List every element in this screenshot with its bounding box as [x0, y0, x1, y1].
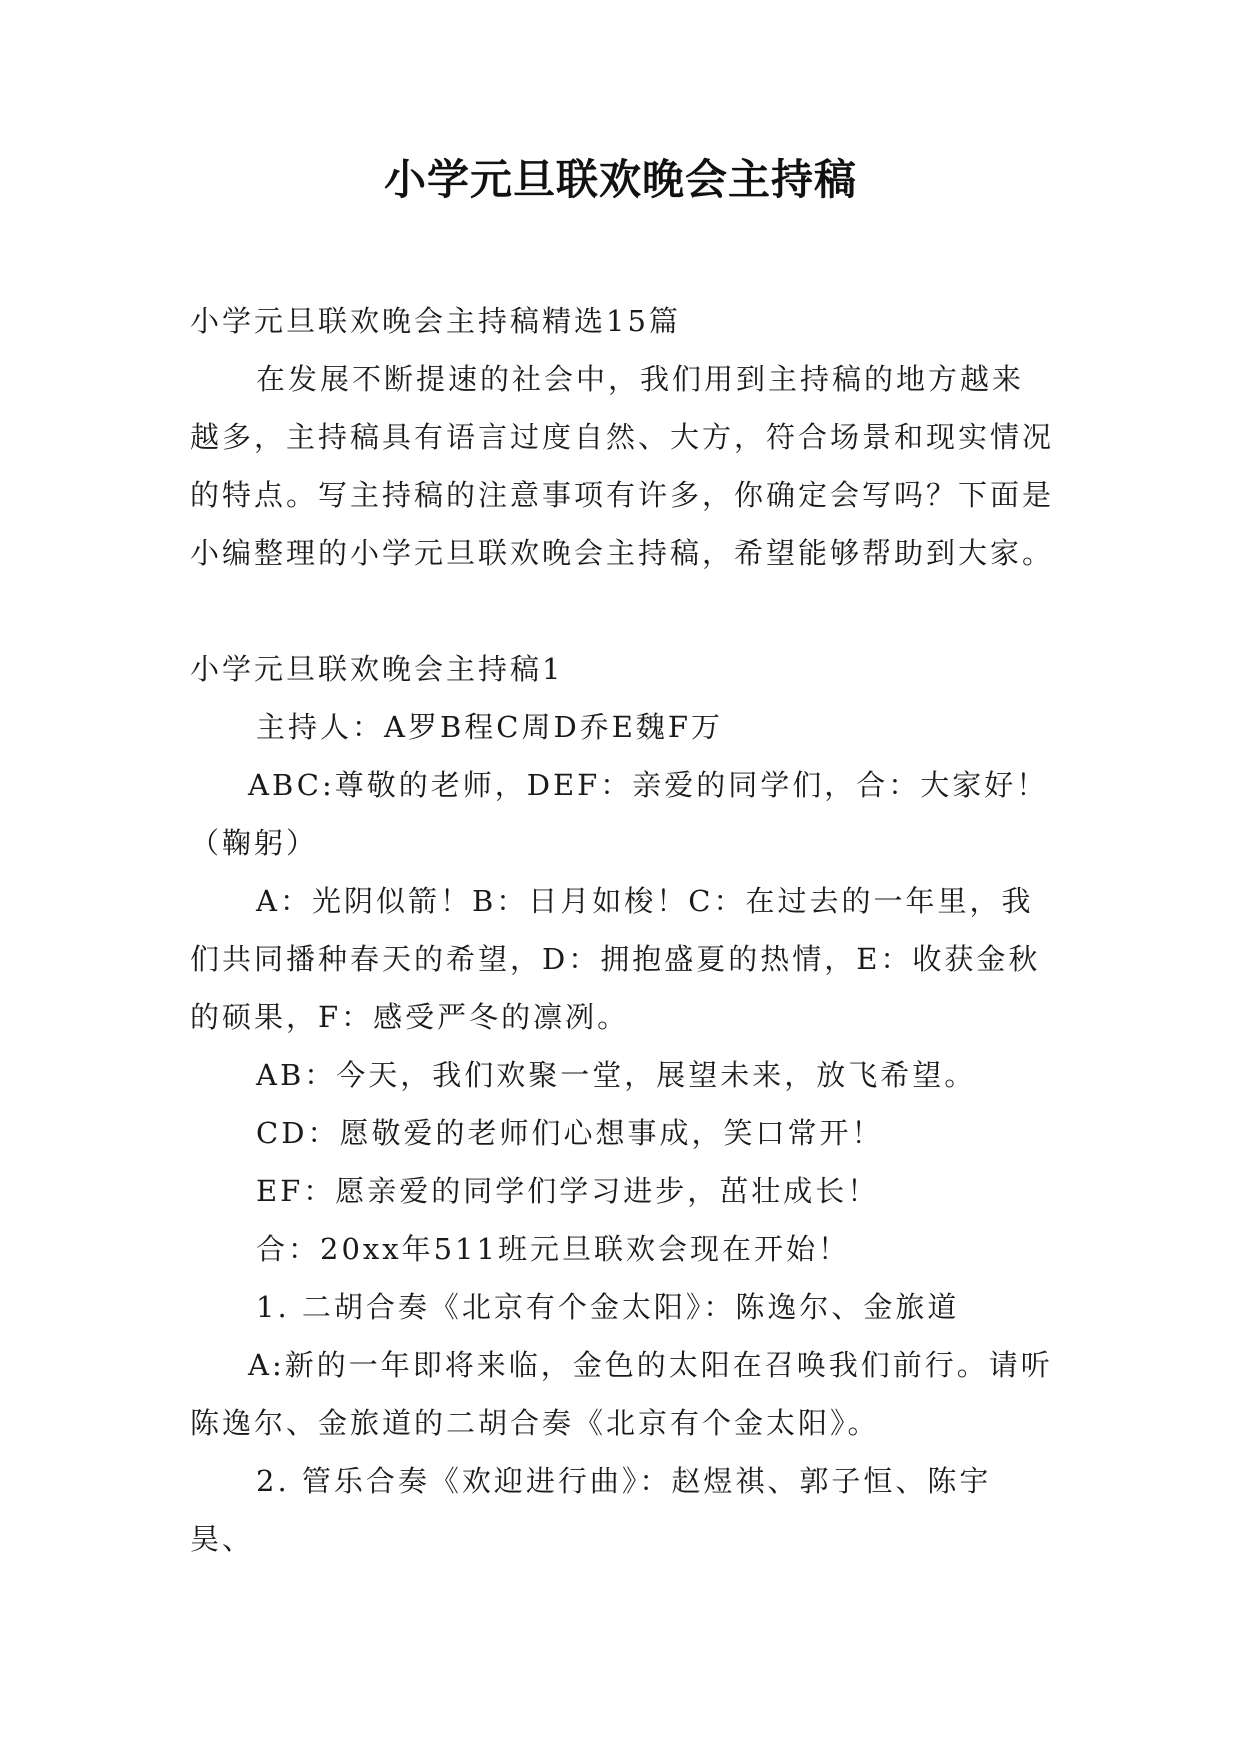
section-spacer [190, 582, 1055, 640]
section-heading: 小学元旦联欢晚会主持稿1 [190, 652, 564, 686]
document-title: 小学元旦联欢晚会主持稿 [383, 155, 857, 204]
paragraph: 合：20xx年511班元旦联欢会现在开始！ [256, 1232, 850, 1266]
paragraph: EF：愿亲爱的同学们学习进步，茁壮成长！ [256, 1174, 880, 1208]
paragraph: AB：今天，我们欢聚一堂，展望未来，放飞希望。 [256, 1058, 977, 1092]
intro-paragraph: 在发展不断提速的社会中，我们用到主持稿的地方越来越多，主持稿具有语言过度自然、大方，符合场景和现实情况的特点。写主持稿的注意事项有许多，你确定会写吗？下面是小编整理的小学元旦联欢晚会主持稿，希望能够帮助到大家。 [190, 362, 1055, 570]
paragraph: 主持人：A罗B程C周D乔E魏F万 [256, 710, 723, 744]
list-item: 2. 管乐合奏《欢迎进行曲》：赵煜祺、郭子恒、陈宇昊、 [190, 1464, 992, 1556]
paragraph: ABC:尊敬的老师，DEF：亲爱的同学们，合：大家好！（鞠躬） [190, 768, 1049, 860]
document-subtitle: 小学元旦联欢晚会主持稿精选15篇 [190, 304, 681, 338]
paragraph: A：光阴似箭！B：日月如梭！C：在过去的一年里，我们共同播种春天的希望，D：拥抱盛夏的热情，E：收获金秋的硕果，F：感受严冬的凛冽。 [190, 884, 1041, 1034]
paragraph: A:新的一年即将来临，金色的太阳在召唤我们前行。请听陈逸尔、金旅道的二胡合奏《北京有个金太阳》。 [190, 1348, 1053, 1440]
paragraph: CD：愿敬爱的老师们心想事成，笑口常开！ [256, 1116, 884, 1150]
list-item: 1. 二胡合奏《北京有个金太阳》：陈逸尔、金旅道 [256, 1290, 960, 1324]
document-body [190, 292, 1055, 1568]
